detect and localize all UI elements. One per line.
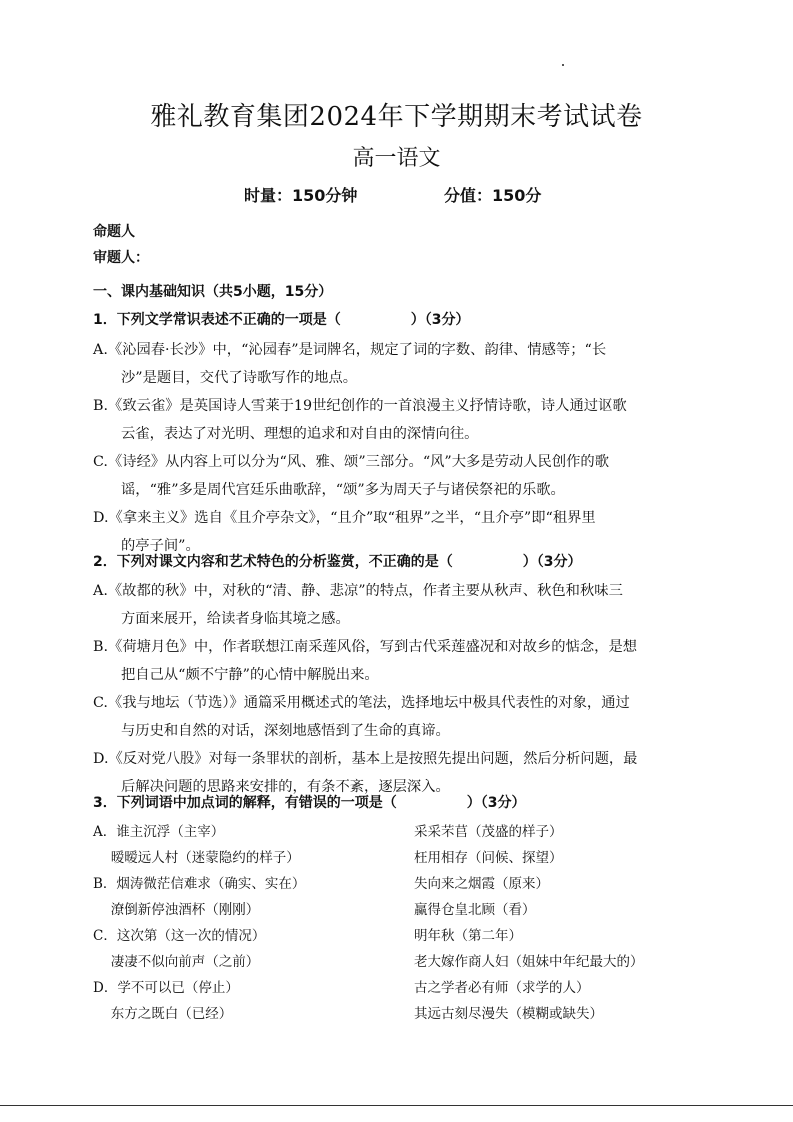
q2-option-d-line1: D.《反对党八股》对每一条罪状的剖析，基本上是按照先提出问题，然后分析问题，最 [93, 751, 638, 767]
q2-option-b-line2: 把自己从“颇不宁静”的心情中解脱出来。 [121, 667, 379, 683]
q1-option-a-line1: A.《沁园春·长沙》中，“沁园春”是词牌名，规定了词的字数、韵律、情感等；“长 [93, 342, 607, 358]
q1-option-d-line2: 的亭子间”。 [121, 538, 200, 554]
section-heading: 一、课内基础知识（共5小题，15分） [93, 284, 333, 300]
q3-row-3-right: 失向来之烟霞（原来） [414, 876, 549, 892]
q2-option-b-line1: B.《荷塘月色》中，作者联想江南采莲风俗，写到古代采莲盛况和对故乡的惦念，是想 [93, 639, 638, 655]
q3-row-5-left: C．这次第（这一次的情况） [93, 928, 266, 944]
q3-row-2-right: 枉用相存（问候、探望） [414, 850, 563, 866]
q3-row-8-right: 其远古刻尽漫失（模糊或缺失） [414, 1006, 603, 1022]
q3-row-7-right: 古之学者必有师（求学的人） [414, 980, 590, 996]
q1-option-c-line1: C.《诗经》从内容上可以分为“风、雅、颂”三部分。“风”大多是劳动人民创作的歌 [93, 454, 610, 470]
q2-option-a-line1: A.《故都的秋》中，对秋的“清、静、悲凉”的特点，作者主要从秋声、秋色和秋味三 [93, 583, 623, 599]
question-1-options [93, 336, 705, 560]
reviewer-label: 审题人： [93, 250, 149, 266]
q3-row-2-left: 暧暧远人村（迷蒙隐约的样子） [93, 850, 300, 866]
q3-row-4-right: 赢得仓皇北顾（看） [414, 902, 536, 918]
setter-label: 命题人 [93, 224, 135, 240]
q2-option-a-line2: 方面来展开，给读者身临其境之感。 [121, 611, 350, 627]
q3-row-6-left: 凄凄不似向前声（之前） [93, 954, 260, 970]
page-bottom-rule [0, 1105, 793, 1106]
q3-row-3-left: B．烟涛微茫信难求（确实、实在） [93, 876, 306, 892]
scan-speck [562, 64, 564, 66]
exam-title: 雅礼教育集团2024年下学期期末考试试卷 [150, 102, 643, 132]
exam-duration: 时量：150分钟 [244, 186, 358, 205]
q3-row-8-left: 东方之既白（已经） [93, 1006, 233, 1022]
q1-option-a-line2: 沙”是题目，交代了诗歌写作的地点。 [121, 370, 358, 386]
q3-row-4-left: 潦倒新停浊酒杯（刚刚） [93, 902, 260, 918]
q3-row-6-right: 老大嫁作商人妇（姐妹中年纪最大的） [414, 954, 644, 970]
q1-option-c-line2: 谣，“雅”多是周代宫廷乐曲歌辞，“颂”多为周天子与诸侯祭祀的乐歌。 [121, 482, 565, 498]
q1-option-b-line2: 云雀，表达了对光明、理想的追求和对自由的深情向往。 [121, 426, 479, 442]
q3-row-1-left: A．谁主沉浮（主宰） [93, 824, 225, 840]
q1-option-b-line1: B.《致云雀》是英国诗人雪莱于19世纪创作的一首浪漫主义抒情诗歌，诗人通过讴歌 [93, 398, 627, 414]
exam-total-score: 分值：150分 [444, 186, 542, 205]
q2-option-d-line2: 后解决问题的思路来安排的，有条不紊，逐层深入。 [121, 779, 450, 795]
q3-row-7-left: D．学不可以已（停止） [93, 980, 239, 996]
question-2-stem: 2．下列对课文内容和艺术特色的分析鉴赏，不正确的是（ ）（3分） [93, 554, 582, 570]
q3-row-5-right: 明年秋（第二年） [414, 928, 522, 944]
question-3-stem: 3．下列词语中加点词的解释，有错误的一项是（ ）（3分） [93, 795, 526, 811]
q2-option-c-line1: C.《我与地坛（节选）》通篇采用概述式的笔法，选择地坛中极具代表性的对象，通过 [93, 695, 630, 711]
q3-row-1-right: 采采芣苢（茂盛的样子） [414, 824, 563, 840]
q1-option-d-line1: D.《拿来主义》选自《且介亭杂文》，“且介”取“租界”之半，“且介亭”即“租界里 [93, 510, 596, 526]
question-1-stem: 1．下列文学常识表述不正确的一项是（ ）（3分） [93, 312, 470, 328]
exam-subject: 高一语文 [352, 146, 441, 171]
q2-option-c-line2: 与历史和自然的对话，深刻地感悟到了生命的真谛。 [121, 723, 450, 739]
question-2-options [93, 577, 705, 801]
